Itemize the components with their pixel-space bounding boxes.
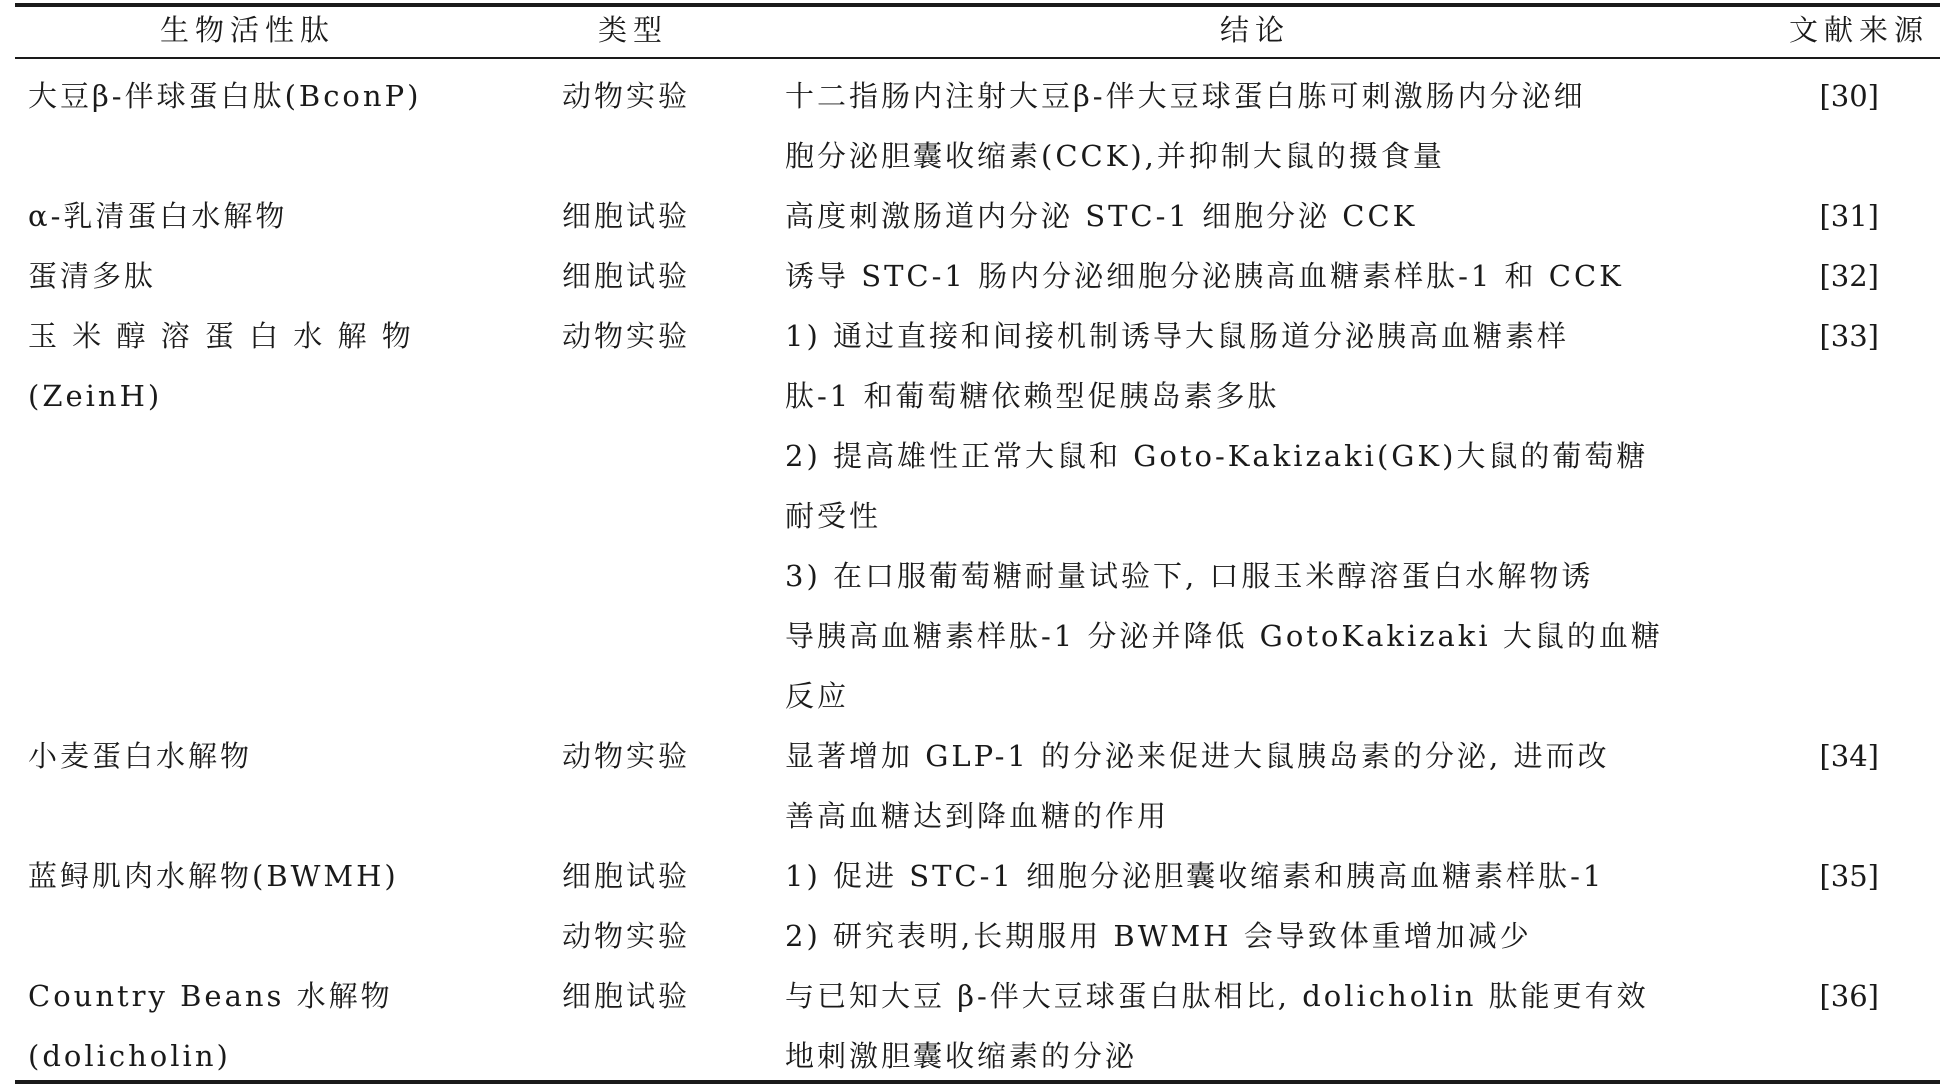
cell-type-line: 细胞试验 [562,979,691,1013]
cell-peptide-line: (ZeinH) [28,379,163,413]
cell-peptide [28,246,156,306]
cell-peptide [28,306,414,426]
cell-type-line: 细胞试验 [562,259,691,293]
cell-conclusion-line: 高度刺激肠道内分泌 STC-1 细胞分泌 CCK [785,199,1418,233]
cell-peptide [28,66,421,126]
cell-reference: [32] [1819,259,1879,293]
cell-conclusion [785,306,1663,726]
cell-type [562,66,690,126]
cell-conclusion-line: 2) 研究表明,长期服用 BWMH 会导致体重增加减少 [785,919,1532,953]
cell-type-line: 动物实验 [562,919,691,953]
cell-conclusion-line: 十二指肠内注射大豆β-伴大豆球蛋白胨可刺激肠内分泌细 [785,79,1586,113]
cell-peptide-line: Country Beans 水解物 [28,979,393,1013]
cell-reference: [30] [1819,79,1879,113]
header-reference: 文献来源 [1788,13,1929,47]
cell-conclusion [785,186,1417,246]
cell-type [562,726,690,786]
cell-conclusion-line: 地刺激胆囊收缩素的分泌 [785,1039,1138,1073]
cell-reference: [31] [1819,199,1879,233]
cell-type [562,186,690,246]
cell-conclusion-line: 1) 促进 STC-1 细胞分泌胆囊收缩素和胰高血糖素样肽-1 [785,859,1605,893]
cell-conclusion-line: 1) 通过直接和间接机制诱导大鼠肠道分泌胰高血糖素样 [785,319,1569,353]
cell-conclusion-line: 与已知大豆 β-伴大豆球蛋白肽相比, dolicholin 肽能更有效 [785,979,1649,1013]
cell-type-line: 细胞试验 [562,859,691,893]
cell-conclusion [785,726,1609,846]
cell-peptide-line: (dolicholin) [28,1039,231,1073]
cell-type-line: 动物实验 [562,79,691,113]
cell-conclusion-line: 诱导 STC-1 肠内分泌细胞分泌胰高血糖素样肽-1 和 CCK [785,259,1624,293]
cell-conclusion-line: 耐受性 [785,499,882,533]
cell-peptide [28,966,393,1086]
cell-peptide-line: 蓝鲟肌肉水解物(BWMH) [28,859,399,893]
cell-peptide-line: 玉 米 醇 溶 蛋 白 水 解 物 [28,319,414,353]
cell-peptide-line: 小麦蛋白水解物 [28,739,253,773]
cell-type [562,846,690,966]
cell-conclusion-line: 导胰高血糖素样肽-1 分泌并降低 GotoKakizaki 大鼠的血糖 [785,619,1663,653]
cell-reference: [35] [1819,859,1879,893]
cell-conclusion-line: 显著增加 GLP-1 的分泌来促进大鼠胰岛素的分泌, 进而改 [785,739,1610,773]
cell-type-line: 细胞试验 [562,199,691,233]
cell-conclusion-line: 反应 [785,679,850,713]
cell-conclusion-line: 2) 提高雄性正常大鼠和 Goto-Kakizaki(GK)大鼠的葡萄糖 [785,439,1649,473]
cell-reference: [33] [1819,319,1879,353]
header-conclusion: 结论 [1220,13,1291,47]
cell-peptide-line: α-乳清蛋白水解物 [28,199,288,233]
cell-conclusion-line: 肽-1 和葡萄糖依赖型促胰岛素多肽 [785,379,1280,413]
cell-conclusion [785,846,1604,966]
cell-conclusion-line: 胞分泌胆囊收缩素(CCK),并抑制大鼠的摄食量 [785,139,1445,173]
cell-reference: [36] [1819,979,1879,1013]
cell-peptide [28,186,287,246]
cell-type [562,246,690,306]
bottom-rule [15,1080,1940,1084]
header-type: 类型 [598,13,669,47]
cell-type-line: 动物实验 [562,319,691,353]
cell-type [562,966,690,1026]
cell-conclusion [785,246,1624,306]
header-peptide: 生物活性肽 [160,13,336,47]
cell-peptide [28,726,252,786]
cell-peptide-line: 蛋清多肽 [28,259,157,293]
cell-type-line: 动物实验 [562,739,691,773]
cell-reference: [34] [1819,739,1879,773]
cell-peptide-line: 大豆β-伴球蛋白肽(BconP) [28,79,422,113]
cell-conclusion [785,66,1586,186]
cell-conclusion [785,966,1649,1086]
cell-conclusion-line: 3) 在口服葡萄糖耐量试验下, 口服玉米醇溶蛋白水解物诱 [785,559,1594,593]
cell-conclusion-line: 善高血糖达到降血糖的作用 [785,799,1170,833]
cell-peptide [28,846,399,906]
cell-type [562,306,690,366]
header-rule [15,57,1940,59]
